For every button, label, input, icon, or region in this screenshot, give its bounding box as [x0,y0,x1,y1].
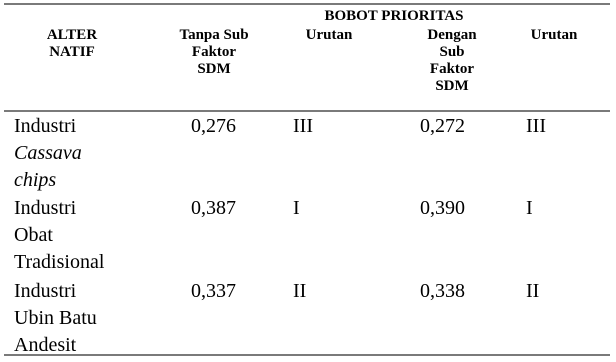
header-dengan-line: SDM [435,78,469,94]
row-name-line: Industri [14,115,77,137]
table-top-rule [4,3,610,5]
table-row-name [14,113,164,194]
header-tanpa-line: Tanpa Sub [179,27,249,43]
table-cell-urutan1: I [293,197,300,219]
header-alternatif-line: ALTER [46,27,98,43]
header-divider-rule [4,110,610,112]
table-row-name [14,278,164,359]
row-name-line: Ubin Batu [14,307,97,329]
priority-table [4,2,610,358]
header-alternatif [32,27,112,61]
row-name-line: Industri [14,197,77,219]
table-cell-urutan2: III [526,115,546,137]
header-urutan-2: Urutan [530,27,578,43]
header-dengan-line: Faktor [429,61,475,77]
header-dengan-line: Dengan [427,27,477,43]
header-tanpa-sub-faktor [164,27,264,78]
table-cell-urutan1: II [293,280,307,302]
header-tanpa-line: Faktor [191,44,237,60]
row-name-line: Tradisional [14,251,105,273]
row-name-line: chips [14,169,57,191]
table-bottom-rule [4,354,610,356]
table-cell-urutan2: I [526,197,533,219]
table-cell-dengan: 0,390 [420,197,465,219]
header-dengan-sub-faktor [412,27,492,95]
table-cell-tanpa: 0,337 [191,280,236,302]
header-tanpa-line: SDM [197,61,231,77]
row-name-line: Obat [14,224,53,246]
table-cell-tanpa: 0,387 [191,197,236,219]
header-alternatif-line: NATIF [49,44,95,60]
row-name-line: Andesit [14,334,77,356]
header-urutan-1: Urutan [305,27,353,43]
table-cell-tanpa: 0,276 [191,115,236,137]
row-name-line: Industri [14,280,77,302]
header-dengan-line: Sub [439,44,465,60]
table-cell-urutan2: II [526,280,540,302]
table-row-name [14,195,164,276]
table-cell-dengan: 0,338 [420,280,465,302]
table-cell-dengan: 0,272 [420,115,465,137]
row-name-line: Cassava [14,142,82,164]
table-cell-urutan1: III [293,115,313,137]
group-header-bobot-prioritas: BOBOT PRIORITAS [324,8,464,24]
